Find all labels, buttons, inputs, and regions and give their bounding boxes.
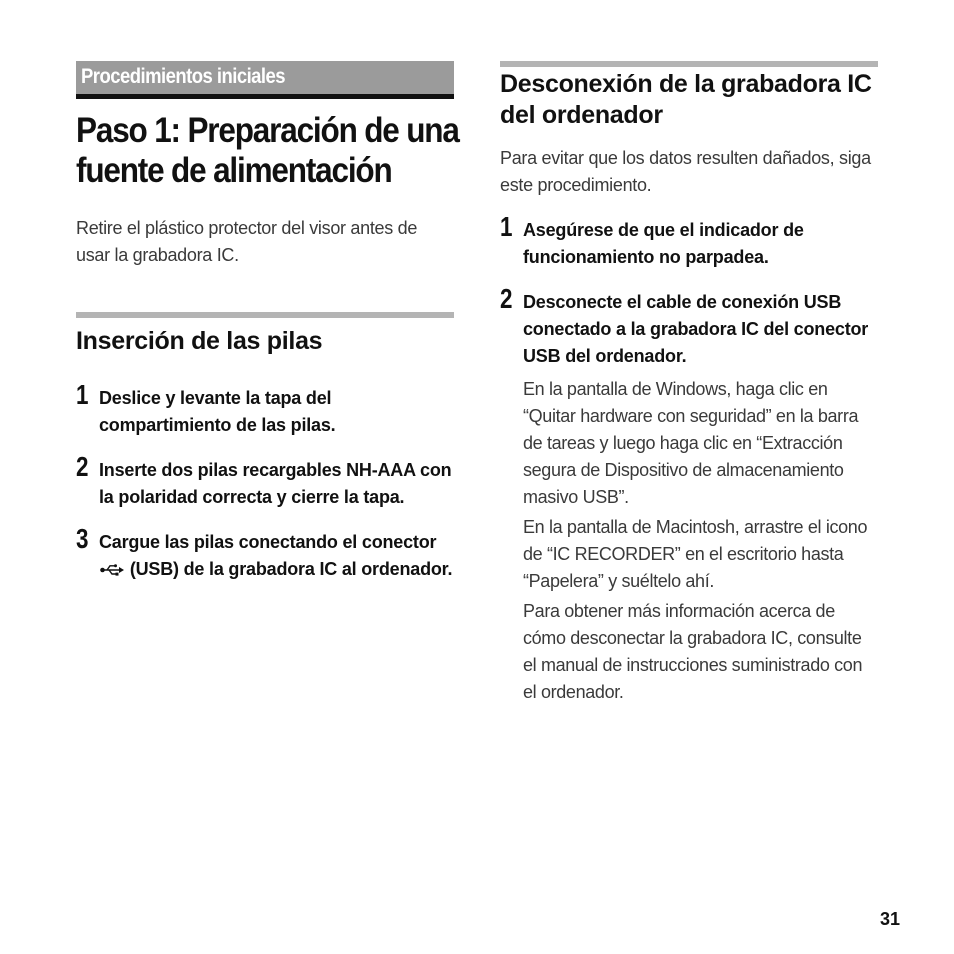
page-title-line-1: Paso 1: Preparación de una bbox=[76, 111, 459, 150]
step-item bbox=[500, 283, 878, 706]
step-text bbox=[99, 529, 454, 584]
step-note: En la pantalla de Macintosh, arrastre el icono de “IC RECORDER” en el escritorio hasta “Papelera” y suéltelo ahí. bbox=[523, 517, 868, 591]
right-column bbox=[500, 61, 878, 706]
section-heading: Desconexión de la grabadora IC del ordenador bbox=[500, 70, 872, 129]
section-band bbox=[76, 61, 454, 99]
step-number: 1 bbox=[76, 379, 89, 410]
step-number: 1 bbox=[500, 211, 513, 242]
step-text: Inserte dos pilas recargables NH-AAA con la polaridad correcta y cierre la tapa. bbox=[99, 460, 452, 507]
left-column bbox=[76, 61, 459, 584]
section-divider bbox=[76, 312, 454, 318]
section-divider bbox=[500, 61, 878, 67]
step-text-after: (USB) de la grabadora IC al ordenador. bbox=[129, 559, 453, 579]
page-number: 31 bbox=[879, 909, 900, 929]
intro-text: Retire el plástico protector del visor antes de usar la grabadora IC. bbox=[76, 218, 418, 265]
step-text: Desconecte el cable de conexión USB conectado a la grabadora IC del conector USB del ordenador. bbox=[523, 292, 869, 366]
step-item bbox=[500, 211, 878, 271]
step-item bbox=[76, 451, 454, 511]
step-text: Deslice y levante la tapa del compartimiento de las pilas. bbox=[99, 388, 336, 435]
section-label: Procedimientos iniciales bbox=[81, 65, 286, 88]
step-number: 3 bbox=[76, 523, 89, 554]
step-note: En la pantalla de Windows, haga clic en “Quitar hardware con seguridad” en la barra de tareas y luego haga clic en “Extracción segura de Dispositivo de almacenamiento masivo USB”. bbox=[523, 379, 859, 507]
usb-icon bbox=[100, 557, 124, 584]
step-note: Para obtener más información acerca de cómo desconectar la grabadora IC, consulte el manual de instrucciones suministrado con el ordenador. bbox=[523, 601, 863, 702]
step-number: 2 bbox=[76, 451, 89, 482]
step-item bbox=[76, 379, 454, 439]
step-text-before: Cargue las pilas conectando el conector bbox=[99, 532, 437, 552]
section-heading: Inserción de las pilas bbox=[76, 327, 323, 355]
page-title-line-2: fuente de alimentación bbox=[76, 151, 392, 190]
step-number: 2 bbox=[500, 283, 513, 314]
page-title bbox=[76, 111, 459, 191]
step-text: Asegúrese de que el indicador de funcionamiento no parpadea. bbox=[523, 220, 804, 267]
intro-text: Para evitar que los datos resulten dañados, siga este procedimiento. bbox=[500, 148, 871, 195]
step-item bbox=[76, 523, 454, 584]
